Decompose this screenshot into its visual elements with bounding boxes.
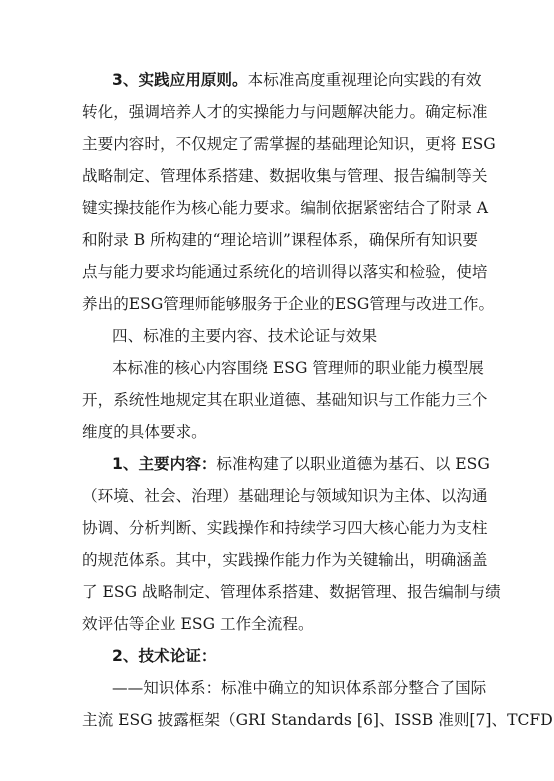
paragraph-line: 点与能力要求均能通过系统化的培训得以落实和检验，使培 [82, 263, 488, 281]
bold-lead: 2、技术论证： [112, 647, 217, 665]
bold-lead: 3、实践应用原则。 [112, 71, 248, 89]
paragraph-line: ——知识体系：标准中确立的知识体系部分整合了国际 [112, 679, 487, 697]
paragraph-line: 1、主要内容：标准构建了以职业道德为基石、以 ESG [112, 455, 490, 473]
paragraph-line: 键实操技能作为核心能力要求。编制依据紧密结合了附录 A [82, 199, 489, 217]
subsection-heading [112, 646, 472, 666]
paragraph-line: 开，系统性地规定其在职业道德、基础知识与工作能力三个 [82, 391, 488, 409]
paragraph-line: 维度的具体要求。 [82, 423, 207, 441]
paragraph-line: 主流 ESG 披露框架（GRI Standards [6]、ISSB 准则[7]、TCFD [82, 711, 553, 729]
paragraph-line: 主要内容时，不仅规定了需掌握的基础理论知识，更将 ESG [82, 135, 496, 153]
paragraph-line: 养出的ESG管理师能够服务于企业的ESG管理与改进工作。 [82, 295, 495, 313]
paragraph-line: 效评估等企业 ESG 工作全流程。 [82, 615, 314, 633]
paragraph-line: 战略制定、管理体系搭建、数据收集与管理、报告编制等关 [82, 167, 488, 185]
paragraph-line: 和附录 B 所构建的“理论培训”课程体系，确保所有知识要 [82, 231, 478, 249]
paragraph-line: 了 ESG 战略制定、管理体系搭建、数据管理、报告编制与绩 [82, 583, 501, 601]
bold-lead: 1、主要内容： [112, 455, 217, 473]
paragraph-line: 3、实践应用原则。本标准高度重视理论向实践的有效 [112, 71, 482, 89]
paragraph-line: 的规范体系。其中，实践操作能力作为关键输出，明确涵盖 [82, 551, 488, 569]
paragraph-line: 本标准的核心内容围绕 ESG 管理师的职业能力模型展 [112, 359, 484, 377]
paragraph-line: 转化，强调培养人才的实操能力与问题解决能力。确定标准 [82, 103, 488, 121]
paragraph-line: 协调、分析判断、实践操作和持续学习四大核心能力为支柱 [82, 519, 488, 537]
paragraph-line: （环境、社会、治理）基础理论与领域知识为主体、以沟通 [82, 487, 488, 505]
section-heading: 四、标准的主要内容、技术论证与效果 [112, 327, 378, 345]
